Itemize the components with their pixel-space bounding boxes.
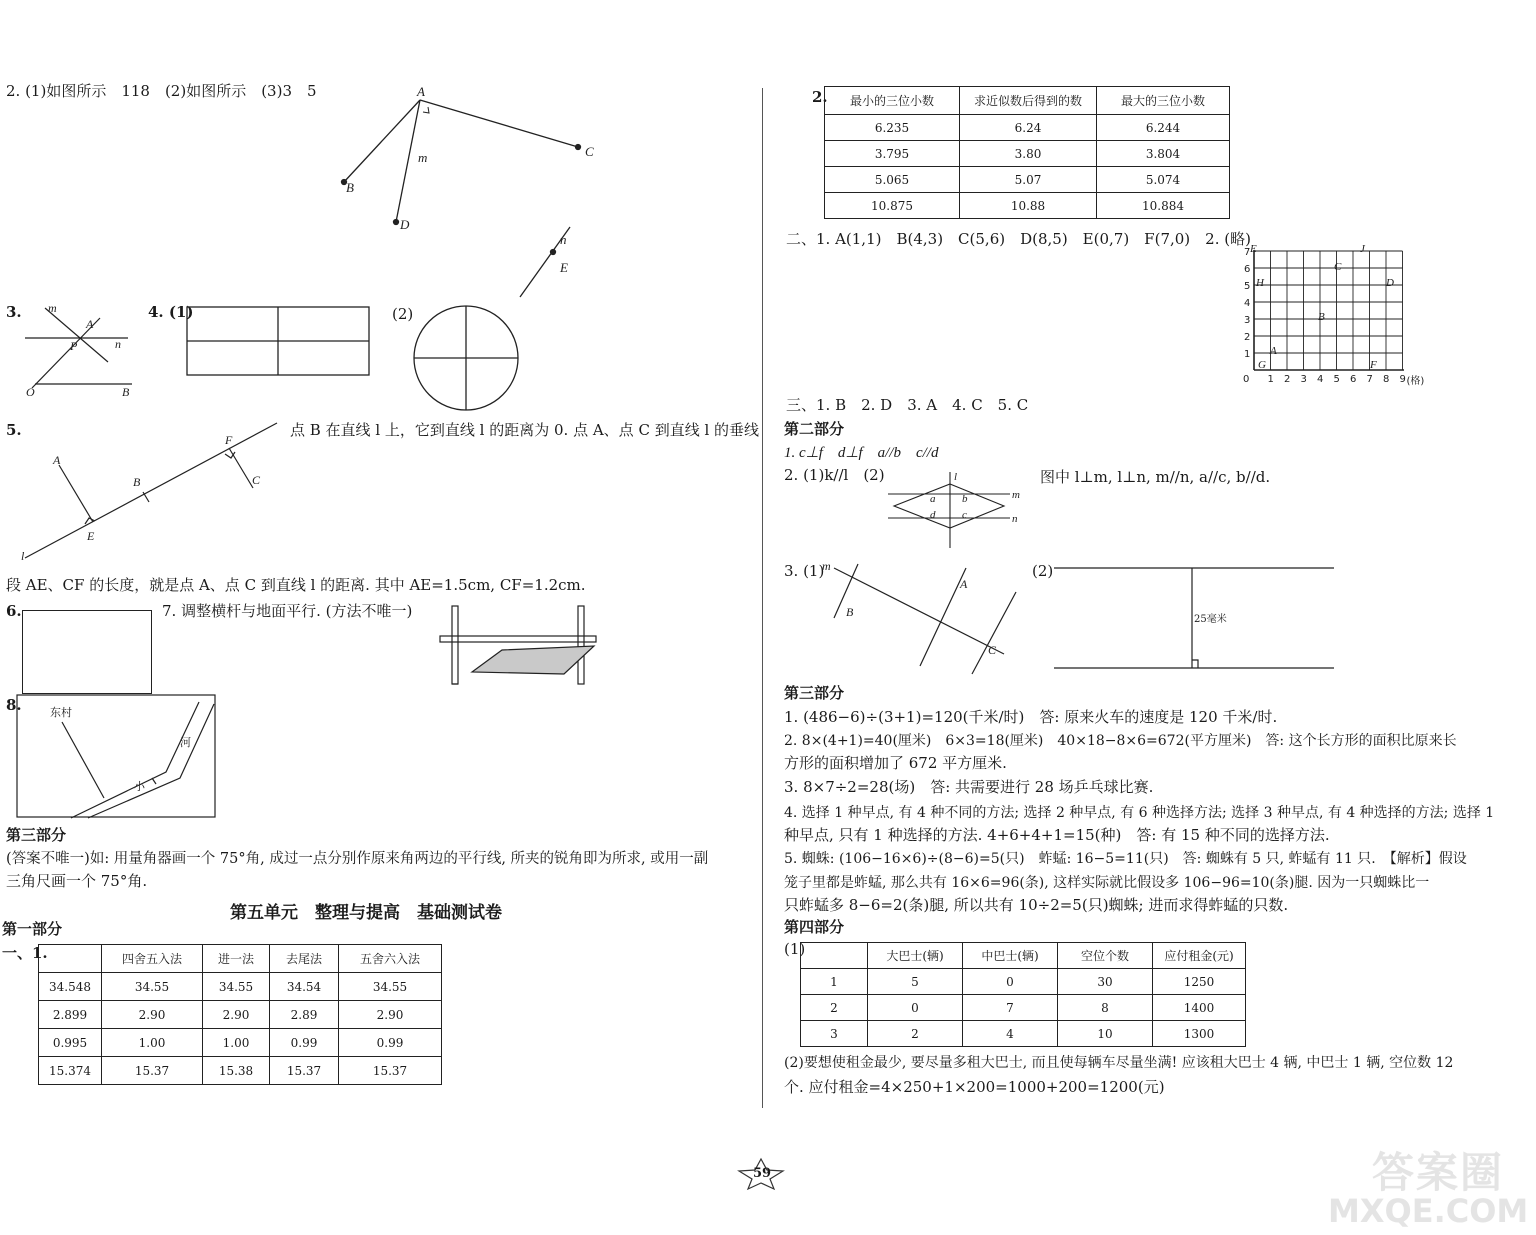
x-tick-label: 1 (1267, 374, 1274, 385)
x-tick-label: 3 (1300, 374, 1307, 385)
label-B: B (346, 180, 354, 195)
svg-text:m: m (1012, 489, 1020, 501)
svg-text:l: l (954, 471, 958, 483)
table-row: 6.235 6.24 6.244 (825, 115, 1230, 141)
svg-text:河: 河 (180, 736, 191, 749)
unit-title: 第五单元 整理与提高 基础测试卷 (230, 903, 502, 923)
svg-text:D: D (1386, 277, 1394, 289)
right-part3-heading: 第三部分 (784, 684, 845, 702)
svg-text:C: C (988, 643, 997, 657)
svg-text:B: B (846, 605, 854, 619)
left-q3-num: 3. (6, 303, 22, 321)
label-A: A (417, 84, 425, 99)
svg-text:E: E (1250, 243, 1257, 255)
right-part2-heading: 第二部分 (784, 420, 845, 438)
svg-text:C: C (252, 473, 261, 487)
left-part3-line1: (答案不唯一)如: 用量角器画一个 75°角, 成过一点分别作原来角两边的平行线, 所夹的锐角即为所求, 或用一副 (6, 851, 709, 867)
watermark-top: 答案圈 (1372, 1148, 1505, 1197)
x-tick-label: 5 (1333, 374, 1340, 385)
right-part3-line: 1. (486−6)÷(3+1)=120(千米/时) 答: 原来火车的速度是 120 千米/时. (784, 708, 1278, 726)
right-part2-q2: 2. (1)k//l (2) (784, 466, 885, 484)
x-tick-label: 4 (1317, 374, 1324, 385)
distance-label: 25毫米 (1194, 614, 1227, 625)
y-tick-label: 2 (1244, 332, 1251, 343)
right-part3-line: 5. 蜘蛛: (106−16×6)÷(8−6)=5(只) 蚱蜢: 16−5=11(只) 答: 蜘蛛有 5 只, 蚱蜢有 11 只. 【解析】假设 (784, 851, 1467, 867)
left-part1-num: 一、1. (2, 944, 48, 962)
x-tick-label: 9 (1399, 374, 1406, 385)
y-tick-label: 3 (1244, 315, 1251, 326)
svg-text:小: 小 (134, 780, 145, 793)
svg-text:a: a (930, 493, 936, 505)
svg-text:F: F (1370, 359, 1377, 371)
right-sec2-text: 二、1. A(1,1) B(4,3) C(5,6) D(8,5) E(0,7) F(7,0) 2. (略) (786, 230, 1251, 248)
x-tick-label: 6 (1350, 374, 1357, 385)
left-q5-num: 5. (6, 421, 22, 439)
svg-text:F: F (225, 433, 233, 447)
table-row: 15.374 15.37 15.38 15.37 15.37 (39, 1057, 442, 1085)
table-row: 5.065 5.07 5.074 (825, 167, 1230, 193)
y-tick-label: 6 (1244, 264, 1251, 275)
right-q2-num: 2. (812, 88, 828, 106)
left-q6-num: 6. (6, 602, 22, 620)
left-q4-circle (412, 304, 522, 414)
right-sec3-text: 三、1. B 2. D 3. A 4. C 5. C (786, 396, 1029, 414)
x-tick-label: 2 (1284, 374, 1291, 385)
decimal-table: 最小的三位小数 求近似数后得到的数 最大的三位小数 6.235 6.24 6.244 3.795 3.80 3.804 5.065 5.07 5.074 10.875 10.88 10.884 (824, 86, 1230, 219)
left-q7-text: 7. 调整横杆与地面平行. (方法不唯一) (162, 602, 413, 620)
right-part2-q3-part2: (2) (1032, 562, 1054, 580)
right-part2-q2-note: 图中 l⊥m, l⊥n, m//n, a//c, b//d. (1040, 468, 1271, 486)
svg-text:B: B (1318, 311, 1325, 323)
table-row: 10.875 10.88 10.884 (825, 193, 1230, 219)
right-part4-line2: 个. 应付租金=4×250+1×200=1000+200=1200(元) (784, 1078, 1165, 1096)
svg-text:J: J (1360, 243, 1365, 255)
table-row: 2.899 2.90 2.90 2.89 2.90 (39, 1001, 442, 1029)
right-part4-line1: (2)要想使租金最少, 要尽量多租大巴士, 而且使每辆车尽量坐满! 应该租大巴士 4 辆, 中巴士 1 辆, 空位数 12 (784, 1055, 1454, 1071)
table-row: 2 0 7 8 1400 (801, 995, 1246, 1021)
left-q4-rectangle (186, 306, 372, 378)
svg-text:A: A (960, 577, 968, 591)
svg-text:b: b (962, 493, 968, 505)
svg-text:n: n (1012, 513, 1018, 525)
svg-text:m: m (822, 559, 831, 573)
x-tick-label: 8 (1383, 374, 1390, 385)
left-q8-map (16, 694, 218, 822)
left-q4-num: 4. (1) (148, 303, 194, 321)
label-n: n (560, 232, 567, 247)
left-q5-cont: 段 AE、CF 的长度，就是点 A、点 C 到直线 l 的距离. 其中 AE=1.5cm, CF=1.2cm. (6, 576, 586, 594)
left-q2-text: 2. (1)如图所示 118 (2)如图所示 (3)3 5 (6, 82, 317, 100)
svg-text:B: B (122, 385, 130, 399)
x-unit-label: (格) (1406, 376, 1425, 387)
label-C: C (585, 144, 594, 159)
svg-text:n: n (115, 337, 121, 351)
svg-text:d: d (930, 509, 936, 521)
left-q7-figure (438, 604, 608, 690)
right-part3-line: 笼子里都是蚱蜢, 那么共有 16×6=96(条), 这样实际就比假设多 106−96=10(条)腿. 因为一只蜘蛛比一 (784, 875, 1430, 891)
right-part3-line: 2. 8×(4+1)=40(厘米) 6×3=18(厘米) 40×18−8×6=672(平方厘米) 答: 这个长方形的面积比原来长 (784, 733, 1457, 749)
table-row: 0.995 1.00 1.00 0.99 0.99 (39, 1029, 442, 1057)
table-row: 3.795 3.80 3.804 (825, 141, 1230, 167)
y-tick-label: 7 (1244, 247, 1251, 258)
right-part2-q3: 3. (1) (784, 562, 825, 580)
svg-text:A: A (1270, 345, 1277, 357)
label-E: E (560, 260, 568, 275)
label-m: m (418, 150, 428, 165)
svg-text:A: A (53, 453, 61, 467)
table-row: 34.548 34.55 34.55 34.54 34.55 (39, 973, 442, 1001)
right-part2-q1: 1. c⊥f d⊥f a//b c//d (784, 445, 939, 461)
right-part3-line: 只蚱蜢多 8−6=2(条)腿, 所以共有 10÷2=5(只)蜘蛛; 进而求得蚱蜢的只数. (784, 896, 1289, 914)
rounding-table: 四舍五入法 进一法 去尾法 五舍六入法 34.548 34.55 34.55 34.54 34.55 2.899 2.90 2.90 2.89 2.90 0.995 1.00 1.00 0.99 0.99 15.374 15.37 15.38 15.37 15.37 (38, 944, 442, 1085)
x-tick-label: 7 (1366, 374, 1373, 385)
svg-text:G: G (1258, 359, 1266, 371)
left-q5-note: 点 B 在直线 l 上，它到直线 l 的距离为 0. 点 A、点 C 到直线 l 的垂线 (290, 421, 760, 439)
left-q8-num: 8. (6, 696, 22, 714)
right-part3-line: 种早点, 只有 1 种选择的方法. 4+6+4+1=15(种) 答: 有 15 种不同的选择方法. (784, 826, 1330, 844)
right-part3-line: 3. 8×7÷2=28(场) 答: 共需要进行 28 场乒乓球比赛. (784, 778, 1154, 796)
left-q6-rectangle (22, 610, 152, 694)
page-number: 59 (753, 1166, 772, 1181)
svg-text:l: l (21, 549, 25, 563)
svg-text:E: E (87, 529, 95, 543)
left-part3-heading: 第三部分 (6, 826, 67, 844)
table-row: 1 5 0 30 1250 (801, 969, 1246, 995)
right-part3-line: 方形的面积增加了 672 平方厘米. (784, 754, 1007, 772)
right-part4-num: (1) (784, 940, 806, 958)
coordinate-grid (1236, 240, 1436, 390)
right-perpendicular-figure (820, 560, 1030, 680)
bus-rental-table: 大巴士(辆) 中巴士(辆) 空位个数 应付租金(元) 1 5 0 30 1250 2 0 7 8 1400 3 2 4 10 1300 (800, 942, 1246, 1047)
svg-text:H: H (1256, 277, 1264, 289)
left-q5-figure (15, 418, 285, 563)
right-part3-line: 4. 选择 1 种早点, 有 4 种不同的方法; 选择 2 种早点, 有 6 种选择方法; 选择 3 种早点, 有 4 种选择的方法; 选择 1 (784, 805, 1495, 821)
y-tick-label: 4 (1244, 298, 1251, 309)
svg-text:O: O (26, 385, 35, 399)
svg-text:东村: 东村 (50, 706, 72, 719)
y-tick-label: 5 (1244, 281, 1251, 292)
column-divider (762, 88, 763, 1108)
left-part1-heading: 第一部分 (2, 920, 63, 938)
svg-text:c: c (962, 509, 967, 521)
left-part3-line2: 三角尺画一个 75°角. (6, 872, 148, 890)
right-part4-heading: 第四部分 (784, 918, 845, 936)
left-q2-figure (330, 82, 610, 312)
svg-text:B: B (133, 475, 141, 489)
watermark-bottom: MXQE.COM (1328, 1192, 1529, 1230)
label-D: D (400, 217, 410, 232)
right-parallel-figure (886, 470, 1026, 550)
svg-text:P: P (70, 339, 78, 353)
svg-text:C: C (1334, 261, 1342, 273)
table-row: 3 2 4 10 1300 (801, 1021, 1246, 1047)
left-q3-figure (20, 300, 150, 400)
left-q4-part2: (2) (392, 305, 414, 323)
x-tick-label: 0 (1243, 374, 1250, 385)
y-tick-label: 1 (1244, 349, 1251, 360)
right-parallel-lines-figure (1052, 566, 1338, 676)
svg-text:A: A (86, 317, 94, 331)
svg-text:m: m (48, 301, 57, 315)
